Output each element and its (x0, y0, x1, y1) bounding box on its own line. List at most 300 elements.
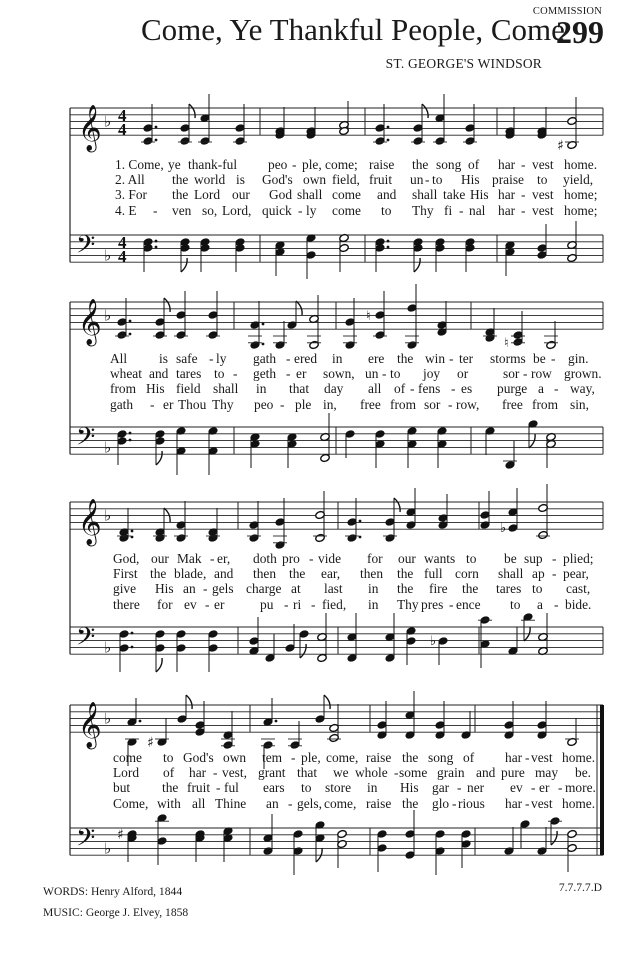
lyric-syllable: we (333, 765, 349, 781)
lyric-syllable: or (457, 366, 469, 382)
lyric-syllable: - (288, 795, 293, 811)
lyric-syllable: pear, (563, 566, 589, 582)
lyric-syllable: so, (202, 202, 218, 218)
lyric-syllable: Thou (178, 396, 207, 412)
lyric-syllable: more. (565, 780, 596, 796)
lyric-syllable: Mak (177, 551, 202, 566)
hymn-number: 299 (556, 14, 604, 50)
lyric-syllable: - (205, 596, 210, 612)
lyric-syllable: His (155, 581, 174, 597)
lyric-syllable: ner (467, 780, 485, 796)
lyric-syllable: geth (253, 366, 277, 382)
lyric-syllable: own (223, 750, 247, 765)
lyric-syllable: the (397, 351, 414, 366)
lyric-line (0, 780, 640, 796)
lyric-syllable: - (150, 396, 155, 412)
lyric-syllable: at (291, 581, 301, 597)
lyric-syllable: corn (455, 566, 479, 582)
lyric-syllable: - (449, 351, 454, 366)
lyric-syllable: 2. All (115, 172, 145, 188)
lyric-syllable: the (289, 566, 306, 582)
svg-text:♭: ♭ (104, 638, 112, 657)
lyric-syllable: - (382, 366, 387, 382)
lyric-line (0, 397, 640, 413)
lyric-syllable: Thine (215, 795, 247, 811)
bass-clef-icon: 𝄢 (76, 230, 96, 266)
music-credit: MUSIC: George J. Elvey, 1858 (43, 906, 189, 919)
lyric-syllable: and (476, 765, 496, 781)
lyric-syllable: sown, (323, 366, 355, 382)
lyric-syllable: Thy (397, 596, 419, 612)
lyric-syllable: wheat (110, 366, 142, 382)
lyric-syllable: - (291, 750, 296, 765)
lyric-syllable: un (365, 366, 379, 382)
lyric-syllable: har (189, 765, 207, 781)
lyric-syllable: last (324, 581, 343, 597)
lyric-syllable: shall (498, 566, 524, 582)
lyric-syllable: sor (424, 396, 441, 412)
tune-name: ST. GEORGE'S WINDSOR (385, 56, 542, 71)
hymn-title: Come, Ye Thankful People, Come (141, 12, 565, 47)
lyric-syllable: gath (110, 396, 134, 412)
lyric-syllable: - (284, 596, 289, 612)
bass-clef-icon: 𝄢 (76, 422, 96, 458)
lyric-syllable: peo (268, 157, 288, 172)
lyric-syllable: purge (497, 381, 528, 397)
lyric-syllable: that (297, 765, 318, 781)
lyric-syllable: joy (423, 366, 441, 382)
lyric-line (0, 551, 640, 567)
lyric-syllable: there (113, 596, 140, 612)
svg-text:4: 4 (118, 233, 127, 253)
lyric-syllable: with (157, 795, 181, 811)
lyric-syllable: ear, (321, 566, 341, 582)
lyric-syllable: grant (258, 765, 286, 781)
lyric-syllable: - (523, 366, 528, 382)
lyric-line (0, 203, 640, 219)
lyric-syllable: - (551, 351, 556, 366)
lyric-syllable: pres (421, 596, 444, 612)
lyric-syllable: take (443, 187, 466, 203)
lyric-syllable: yield, (563, 172, 594, 188)
lyric-syllable: peo (254, 396, 274, 412)
lyric-syllable: - (521, 202, 526, 218)
lyric-syllable: ter (459, 351, 474, 366)
lyric-syllable: glo (432, 795, 450, 811)
lyric-syllable: ri (293, 596, 302, 612)
lyric-syllable: - (280, 396, 285, 412)
svg-text:♯: ♯ (147, 735, 154, 751)
lyric-syllable: 4. E (115, 202, 137, 218)
lyric-syllable: the (462, 581, 479, 597)
lyric-syllable: a (537, 596, 543, 612)
lyric-syllable: ly (306, 202, 317, 218)
meter: 7.7.7.7.D (558, 881, 602, 894)
lyric-syllable: vest, (222, 765, 247, 781)
lyric-syllable: ev (510, 780, 523, 796)
lyric-syllable: give (113, 581, 137, 597)
lyric-syllable: His (470, 187, 489, 203)
lyric-syllable: Thy (212, 396, 234, 412)
svg-text:4: 4 (118, 106, 127, 126)
lyric-syllable: Come, (113, 795, 149, 811)
lyric-syllable: - (216, 780, 221, 796)
lyric-line (0, 381, 640, 397)
lyric-syllable: - (292, 157, 297, 172)
lyric-syllable: - (459, 202, 464, 218)
lyric-syllable: free (360, 396, 381, 412)
lyric-syllable: fruit (187, 780, 211, 796)
lyric-syllable: Lord, (222, 202, 252, 218)
lyric-syllable: for (157, 596, 173, 612)
bass-clef-icon: 𝄢 (76, 622, 96, 658)
lyric-syllable: God's (183, 750, 214, 765)
svg-text:♯: ♯ (557, 138, 564, 154)
lyric-syllable: and (377, 187, 397, 203)
lyric-syllable: God, (113, 551, 140, 566)
lyric-syllable: har (498, 202, 516, 218)
lyric-syllable: es (461, 381, 473, 397)
lyric-syllable: of (163, 765, 175, 781)
lyric-syllable: 1. Come, (115, 157, 164, 172)
lyric-syllable: storms (490, 351, 526, 366)
lyric-syllable: - (233, 366, 238, 382)
lyric-syllable: grain (437, 765, 465, 781)
lyric-syllable: shall (412, 187, 438, 203)
lyric-syllable: then (360, 566, 384, 582)
lyric-syllable: whole (355, 765, 388, 781)
lyric-syllable: ap (532, 566, 545, 582)
lyric-syllable: ye (168, 157, 181, 172)
lyric-syllable: His (146, 381, 165, 397)
lyric-syllable: the (412, 157, 429, 172)
lyric-syllable: is (236, 172, 245, 188)
lyric-syllable: come (113, 750, 142, 765)
lyric-line (0, 581, 640, 597)
lyric-syllable: ered (294, 351, 318, 366)
lyric-syllable: bide. (565, 596, 592, 612)
lyric-line (0, 366, 640, 382)
lyric-syllable: grown. (564, 366, 602, 382)
lyric-syllable: wants (424, 551, 456, 566)
svg-text:♭: ♭ (104, 506, 112, 525)
lyric-syllable: - (311, 596, 316, 612)
bass-clef-icon: 𝄢 (76, 823, 96, 859)
lyric-syllable: but (113, 780, 131, 796)
lyric-syllable: charge (246, 581, 282, 597)
lyric-syllable: er (163, 396, 174, 412)
lyric-syllable: - (554, 381, 559, 397)
lyric-syllable: be (504, 551, 517, 566)
svg-text:4: 4 (118, 247, 127, 267)
treble-clef-icon: 𝄞 (78, 105, 102, 152)
lyric-syllable: from (110, 381, 137, 397)
lyric-syllable: First (113, 566, 138, 582)
lyric-syllable: to (432, 172, 443, 188)
lyric-syllable: come (332, 187, 361, 203)
svg-text:♯: ♯ (117, 827, 124, 843)
lyric-syllable: - (213, 765, 218, 781)
lyric-syllable: gels (212, 581, 234, 597)
lyric-syllable: - (286, 351, 291, 366)
lyric-syllable: vest (531, 795, 553, 811)
lyric-syllable: - (449, 596, 454, 612)
lyric-syllable: - (554, 596, 559, 612)
lyric-syllable: - (525, 795, 530, 811)
lyric-syllable: - (531, 780, 536, 796)
lyric-syllable: - (153, 202, 158, 218)
lyric-syllable: tares (176, 366, 202, 382)
lyric-line (0, 750, 640, 766)
lyric-line (0, 351, 640, 367)
lyric-syllable: doth (253, 551, 277, 566)
lyric-syllable: field (176, 381, 201, 397)
lyric-syllable: rious (458, 795, 485, 811)
lyric-syllable: Thy (412, 202, 434, 218)
lyric-syllable: the (172, 172, 189, 188)
lyric-syllable: the (172, 187, 189, 203)
lyric-syllable: that (289, 381, 310, 397)
lyric-syllable: row (531, 366, 552, 382)
lyric-syllable: er (539, 780, 550, 796)
lyric-syllable: - (448, 396, 453, 412)
lyric-syllable: the (402, 795, 419, 811)
lyric-syllable: ple, (301, 750, 321, 765)
lyric-syllable: our (232, 187, 250, 203)
lyric-syllable: raise (369, 157, 395, 172)
lyric-syllable: some (399, 765, 428, 781)
lyric-syllable: raise (366, 795, 392, 811)
svg-text:♭: ♭ (104, 306, 112, 325)
lyric-syllable: vest (532, 157, 554, 172)
lyric-line (0, 765, 640, 781)
lyric-syllable: field, (332, 172, 360, 188)
svg-text:♭: ♭ (500, 521, 507, 536)
lyric-syllable: the (397, 566, 414, 582)
lyric-syllable: may (535, 765, 559, 781)
treble-clef-icon: 𝄞 (78, 299, 102, 346)
lyric-syllable: of (394, 381, 406, 397)
lyric-syllable: then (253, 566, 277, 582)
lyric-syllable: to (214, 366, 225, 382)
lyric-syllable: - (521, 157, 526, 172)
lyric-syllable: sor (503, 366, 520, 382)
lyric-syllable: and (214, 566, 234, 582)
lyric-syllable: ears (263, 780, 285, 796)
lyric-syllable: and (149, 366, 169, 382)
lyric-syllable: - (457, 780, 462, 796)
lyric-syllable: the (162, 780, 179, 796)
lyric-syllable: to (532, 581, 543, 597)
lyric-syllable: raise (366, 750, 392, 765)
lyric-line (0, 187, 640, 203)
lyric-syllable: safe (176, 351, 198, 366)
lyric-syllable: vide (318, 551, 342, 566)
lyric-syllable: har (505, 750, 523, 765)
lyric-syllable: to (381, 202, 392, 218)
lyric-syllable: gar (432, 780, 450, 796)
lyric-syllable: tem (262, 750, 283, 765)
lyric-syllable: pure (501, 765, 525, 781)
lyric-syllable: home. (562, 750, 596, 765)
lyric-syllable: to (163, 750, 174, 765)
lyric-syllable: un (410, 172, 424, 188)
lyric-syllable: ven (172, 202, 192, 218)
lyric-syllable: to (390, 366, 401, 382)
lyric-syllable: a (538, 381, 544, 397)
lyric-syllable: - (210, 551, 215, 566)
lyric-syllable: in (368, 596, 379, 612)
lyric-syllable: Lord (194, 187, 221, 203)
lyric-syllable: vest (532, 202, 554, 218)
lyric-syllable: - (425, 172, 430, 188)
svg-text:♭: ♭ (430, 634, 437, 649)
lyric-syllable: shall (213, 381, 239, 397)
lyric-syllable: the (402, 750, 419, 765)
lyric-syllable: ere (368, 351, 385, 366)
lyric-syllable: to (537, 172, 548, 188)
lyric-syllable: - (558, 780, 563, 796)
lyric-syllable: our (398, 551, 416, 566)
lyric-syllable: praise (492, 172, 524, 188)
lyric-syllable: cast, (566, 581, 591, 597)
lyric-line (0, 157, 640, 173)
lyric-syllable: - (552, 551, 557, 566)
treble-clef-icon: 𝄞 (78, 499, 102, 546)
lyric-syllable: full (424, 566, 443, 582)
lyric-syllable: come (332, 202, 361, 218)
lyric-syllable: in (367, 780, 378, 796)
lyric-syllable: of (463, 750, 475, 765)
lyric-syllable: har (505, 795, 523, 811)
lyric-syllable: be. (575, 765, 591, 781)
lyric-syllable: to (466, 551, 477, 566)
lyric-syllable: gin. (568, 351, 589, 366)
svg-text:♭: ♭ (104, 112, 112, 131)
lyric-syllable: ence (456, 596, 481, 612)
lyric-syllable: fi (444, 202, 453, 218)
lyric-syllable: song (428, 750, 454, 765)
lyric-syllable: way, (570, 381, 595, 397)
lyric-syllable: come, (326, 750, 359, 765)
lyric-syllable: er (296, 366, 307, 382)
lyric-syllable: home. (564, 157, 598, 172)
lyric-syllable: - (203, 581, 208, 597)
lyric-syllable: our (151, 551, 169, 566)
lyric-syllable: in (332, 351, 343, 366)
lyric-syllable: home; (564, 187, 598, 203)
lyric-syllable: pu (260, 596, 274, 612)
lyric-syllable: own (303, 172, 327, 188)
lyric-syllable: ful (224, 780, 239, 796)
lyric-syllable: all (192, 795, 206, 811)
lyric-syllable: song (436, 157, 462, 172)
credits (43, 881, 188, 923)
svg-text:♮: ♮ (504, 336, 509, 351)
lyric-syllable: God's (262, 172, 293, 188)
svg-text:♭: ♭ (104, 246, 112, 265)
lyric-syllable: for (367, 551, 383, 566)
lyric-syllable: blade, (174, 566, 207, 582)
lyric-syllable: - (309, 551, 314, 566)
lyric-syllable: the (397, 581, 414, 597)
lyric-syllable: - (521, 187, 526, 203)
lyric-syllable: store (325, 780, 352, 796)
lyric-syllable: be (533, 351, 546, 366)
lyric-syllable: - (452, 795, 457, 811)
lyric-syllable: - (410, 381, 415, 397)
svg-text:♭: ♭ (104, 709, 112, 728)
lyric-syllable: from (390, 396, 417, 412)
lyric-syllable: shall (297, 187, 323, 203)
lyric-syllable: ple (295, 396, 312, 412)
lyric-syllable: sin, (570, 396, 589, 412)
lyric-syllable: All (110, 351, 128, 366)
lyric-syllable: God (269, 187, 293, 203)
lyric-syllable: - (394, 765, 399, 781)
lyric-syllable: His (400, 780, 419, 796)
lyric-syllable: thank-ful (188, 157, 238, 172)
lyric-syllable: nal (469, 202, 486, 218)
lyric-line (0, 796, 640, 812)
lyric-syllable: sup (524, 551, 543, 566)
lyric-syllable: row, (456, 396, 480, 412)
lyric-syllable: - (451, 381, 456, 397)
lyric-syllable: fire (429, 581, 448, 597)
lyric-syllable: - (298, 202, 303, 218)
lyric-syllable: to (510, 596, 521, 612)
svg-text:♭: ♭ (104, 839, 112, 858)
lyric-syllable: ly (216, 351, 227, 366)
lyric-syllable: the (150, 566, 167, 582)
lyric-line (0, 597, 640, 613)
lyric-line (0, 172, 640, 188)
lyric-syllable: all (368, 381, 382, 397)
treble-clef-icon: 𝄞 (78, 702, 102, 749)
lyric-syllable: har (498, 187, 516, 203)
lyric-syllable: plied; (563, 551, 594, 566)
lyric-syllable: come, (324, 795, 357, 811)
lyric-syllable: - (525, 750, 530, 765)
lyric-syllable: win (425, 351, 446, 366)
lyric-syllable: in (368, 581, 379, 597)
lyric-syllable: tares (496, 581, 522, 597)
lyric-syllable: home; (564, 202, 598, 218)
lyric-syllable: gels, (297, 795, 322, 811)
lyric-syllable: home. (562, 795, 596, 811)
lyric-syllable: is (159, 351, 168, 366)
lyric-syllable: an (266, 795, 279, 811)
lyric-syllable: 3. For (115, 187, 147, 203)
lyric-syllable: er (214, 596, 225, 612)
lyric-syllable: His (461, 172, 480, 188)
svg-text:4: 4 (118, 120, 127, 140)
lyric-syllable: er, (217, 551, 231, 566)
lyric-syllable: from (532, 396, 559, 412)
lyric-syllable: ev (184, 596, 197, 612)
svg-text:♭: ♭ (104, 438, 112, 457)
lyric-syllable: - (286, 366, 291, 382)
lyric-syllable: pro (282, 551, 300, 566)
lyric-syllable: Lord (113, 765, 140, 781)
lyric-syllable: to (301, 780, 312, 796)
lyric-syllable: fruit (369, 172, 393, 188)
lyric-syllable: - (209, 351, 214, 366)
lyric-syllable: fied, (322, 596, 347, 612)
lyric-syllable: gath (253, 351, 277, 366)
lyric-syllable: day (324, 381, 344, 397)
lyric-syllable: world (194, 172, 226, 188)
